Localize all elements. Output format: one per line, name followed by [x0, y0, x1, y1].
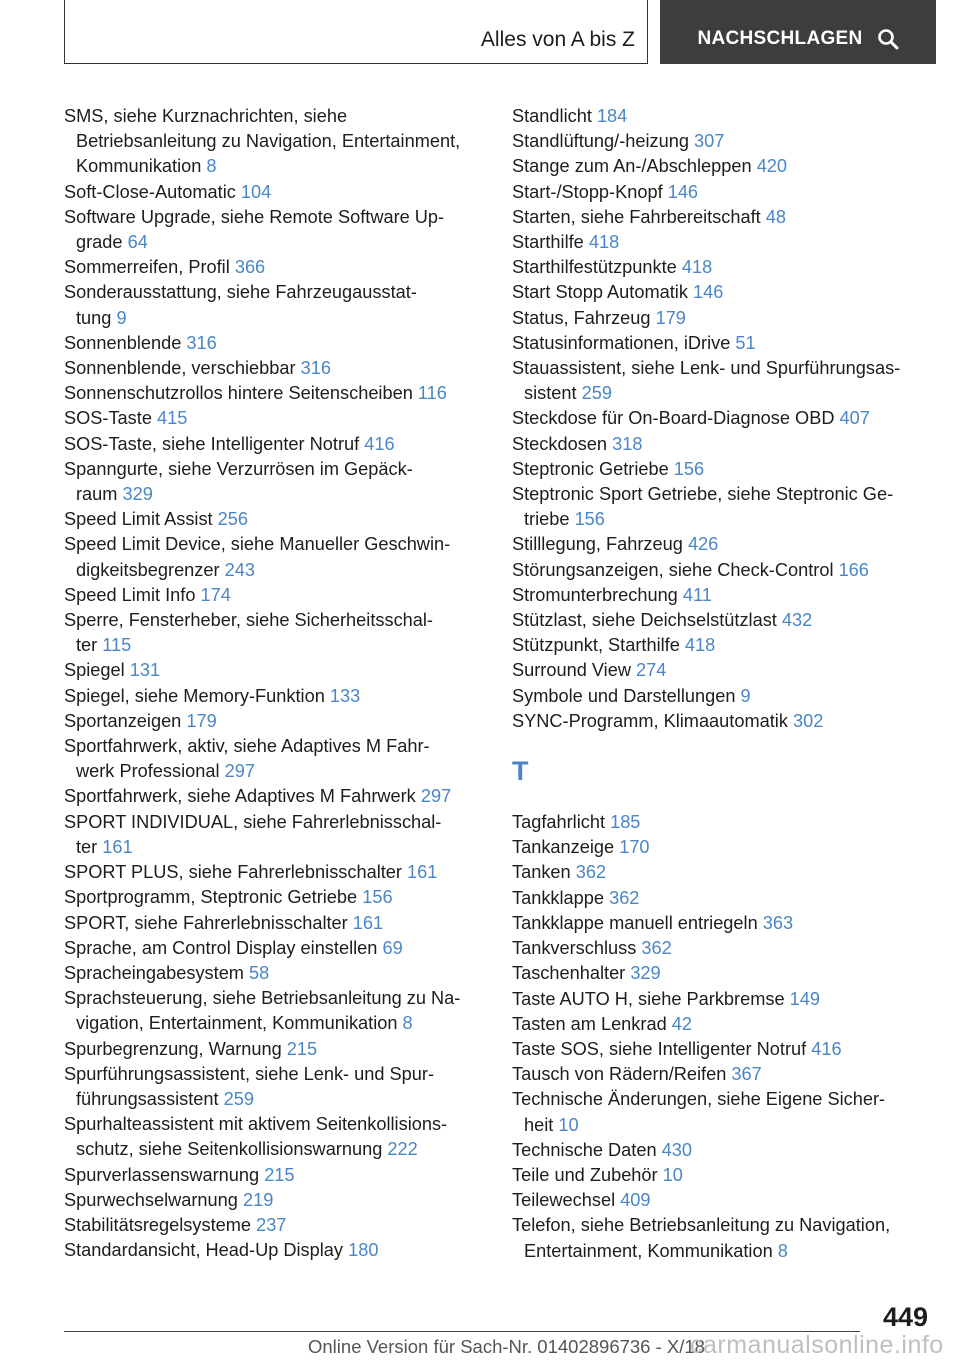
- index-entry: [64, 1112, 484, 1162]
- index-entry: [64, 709, 484, 734]
- index-entry: [64, 356, 484, 381]
- index-entry-text: Sportanzeigen: [64, 710, 182, 731]
- page-reference-link[interactable]: 161: [407, 862, 438, 883]
- page-reference-link[interactable]: 411: [682, 584, 712, 605]
- index-entry-text: Stabilitätsregelsysteme: [64, 1214, 252, 1235]
- index-entry: [512, 961, 932, 986]
- index-entry: [64, 1188, 484, 1213]
- page-reference-link[interactable]: 297: [224, 761, 255, 782]
- index-entry-text: Stromunterbrechung: [512, 584, 678, 605]
- page-reference-link[interactable]: 42: [671, 1013, 692, 1034]
- page-reference-link[interactable]: 161: [352, 912, 384, 933]
- page-number: 449: [882, 1302, 928, 1332]
- page-reference-link[interactable]: 133: [329, 685, 361, 706]
- index-entry: [512, 129, 932, 154]
- index-entry: [64, 734, 484, 784]
- index-entry-text: SMS, siehe Kurznachrichten, siehe: [64, 106, 348, 126]
- index-entry-text: Software Upgrade, siehe Remote Software Up-: [64, 206, 445, 227]
- index-entry-text: Standlüftung/-heizung: [512, 131, 689, 152]
- page-reference-link[interactable]: 366: [234, 257, 266, 278]
- index-entry: [512, 154, 932, 179]
- page-reference-link[interactable]: 222: [387, 1139, 418, 1160]
- index-entry: [64, 406, 484, 431]
- index-entry-text: Sonderausstattung, siehe Fahrzeugausstat-: [64, 282, 417, 303]
- index-entry-text: Sonnenblende, verschiebbar: [64, 358, 296, 379]
- index-entry: [512, 987, 932, 1012]
- index-entry-text: Stützpunkt, Starthilfe: [512, 635, 680, 656]
- page-reference-link[interactable]: 10: [558, 1114, 579, 1135]
- index-entry-text: SYNC-Programm, Klimaautomatik: [512, 710, 788, 731]
- tab-nachschlagen[interactable]: [660, 0, 936, 64]
- index-entry: [64, 1213, 484, 1238]
- index-entry-text: sistent: [524, 383, 577, 404]
- page-reference-link[interactable]: 8: [402, 1013, 413, 1034]
- page-reference-link[interactable]: 131: [129, 660, 161, 681]
- index-entry: [512, 432, 932, 457]
- page-reference-link[interactable]: 426: [687, 534, 719, 555]
- index-entry-text: Spurwechselwarnung: [64, 1189, 238, 1210]
- index-entry-text: Tankanzeige: [512, 837, 615, 858]
- index-entry-text: Stauassistent, siehe Lenk- und Spurführungsas-: [512, 358, 901, 379]
- index-entry: [512, 280, 932, 305]
- page-reference-link[interactable]: 416: [364, 433, 395, 454]
- page-reference-link[interactable]: 215: [286, 1038, 318, 1059]
- index-entry-text: Surround View: [512, 660, 631, 681]
- page-reference-link[interactable]: 219: [242, 1189, 274, 1210]
- index-entry-text: Taste SOS, siehe Intelligenter Notruf: [512, 1038, 807, 1059]
- index-entry-text: Telefon, siehe Betriebsanleitung zu Navigation,: [512, 1215, 891, 1236]
- index-entry-text: Starthilfe: [512, 232, 584, 253]
- page-reference-link[interactable]: 156: [362, 887, 393, 908]
- index-entry-text: Spurführungsassistent, siehe Lenk- und Spur-: [64, 1063, 435, 1084]
- index-entry: [64, 532, 484, 582]
- index-entry: [512, 306, 932, 331]
- index-entry-text: SOS-Taste, siehe Intelligenter Notruf: [64, 433, 360, 454]
- page-reference-link[interactable]: 318: [612, 433, 643, 454]
- index-entry-text: Speed Limit Device, siehe Manueller Geschwin-: [64, 534, 451, 555]
- index-entry: [512, 886, 932, 911]
- index-entry: [64, 936, 484, 961]
- index-entry: [64, 331, 484, 356]
- index-entry-text: Standardansicht, Head-Up Display: [64, 1240, 344, 1261]
- page-reference-link[interactable]: 9: [116, 307, 127, 328]
- index-entry-text: Steckdose für On-Board-Diagnose OBD: [512, 408, 835, 429]
- index-entry-text: ter: [76, 836, 98, 857]
- page-reference-link[interactable]: 362: [609, 887, 640, 908]
- index-entry-text: schutz, siehe Seitenkollisionswarnung: [76, 1139, 383, 1160]
- page-reference-link[interactable]: 69: [382, 937, 403, 958]
- index-entry-text: SPORT INDIVIDUAL, siehe Fahrerlebnisschal-: [64, 811, 442, 832]
- page-reference-link[interactable]: 104: [240, 181, 272, 202]
- tab-label: NACHSCHLAGEN: [697, 28, 863, 49]
- index-entry: [64, 507, 484, 532]
- index-entry-text: Statusinformationen, iDrive: [512, 332, 731, 353]
- index-entry-text: ter: [76, 635, 98, 656]
- index-entry-text: Tankverschluss: [512, 938, 637, 959]
- index-entry-text: SPORT, siehe Fahrerlebnisschalter: [64, 912, 348, 933]
- page-reference-link[interactable]: 51: [735, 332, 756, 353]
- page-reference-link[interactable]: 415: [157, 408, 188, 429]
- index-entry: [64, 684, 484, 709]
- index-entry-text: vigation, Entertainment, Kommunikation: [76, 1013, 398, 1034]
- page-reference-link[interactable]: 297: [420, 786, 452, 807]
- index-entry: [64, 986, 484, 1036]
- index-entry-text: Störungsanzeigen, siehe Check-Control: [512, 559, 834, 580]
- index-entry-text: Sperre, Fensterheber, siehe Sicherheitsschal-: [64, 610, 433, 631]
- index-entry-text: Sonnenschutzrollos hintere Seitenscheiben: [64, 383, 413, 404]
- index-entry: [64, 381, 484, 406]
- page-reference-link[interactable]: 407: [839, 408, 870, 429]
- index-entry-text: Spurbegrenzung, Warnung: [64, 1038, 282, 1059]
- page-reference-link[interactable]: 256: [217, 509, 249, 530]
- index-entry-text: Teile und Zubehör: [512, 1164, 658, 1185]
- page-reference-link[interactable]: 237: [256, 1214, 287, 1235]
- index-entry: [64, 1163, 484, 1188]
- page-reference-link[interactable]: 274: [636, 660, 667, 681]
- index-entry: [512, 255, 932, 280]
- index-entry: [64, 280, 484, 330]
- index-entry-text: tung: [76, 307, 112, 328]
- index-entry: [64, 784, 484, 809]
- section-title: Alles von A bis Z: [480, 28, 635, 51]
- index-entry-text: Tanken: [512, 862, 571, 883]
- watermark: carmanualsonline.info: [690, 1331, 944, 1359]
- index-entry-text: SOS-Taste: [64, 408, 152, 429]
- index-entry: [64, 911, 484, 936]
- online-version-text: Online Version für Sach-Nr. 01402896736 - X/18: [308, 1336, 705, 1357]
- index-entry-text: Spiegel, siehe Memory-Funktion: [64, 685, 325, 706]
- index-entry: [64, 583, 484, 608]
- page-reference-link[interactable]: 307: [694, 131, 725, 152]
- page-reference-link[interactable]: 8: [206, 156, 217, 177]
- index-entry: [512, 936, 932, 961]
- index-entry: [512, 230, 932, 255]
- index-entry: [512, 1188, 932, 1213]
- index-entry-text: Sportprogramm, Steptronic Getriebe: [64, 887, 358, 908]
- page-reference-link[interactable]: 367: [731, 1064, 762, 1085]
- index-entry-text: digkeitsbegrenzer: [76, 559, 220, 580]
- index-entry-text: heit: [524, 1114, 554, 1135]
- index-entry-text: triebe: [524, 509, 570, 530]
- page-reference-link[interactable]: 161: [102, 836, 133, 857]
- page-reference-link[interactable]: 416: [811, 1038, 842, 1059]
- index-entry-text: Technische Daten: [512, 1139, 657, 1160]
- page-reference-link[interactable]: 179: [655, 307, 686, 328]
- index-entry: [512, 633, 932, 658]
- index-entry: [512, 205, 932, 230]
- page-reference-link[interactable]: 180: [348, 1240, 379, 1261]
- index-entry: [512, 583, 932, 608]
- page-reference-link[interactable]: 329: [122, 484, 153, 505]
- index-entry-text: führungsassistent: [76, 1088, 219, 1109]
- index-entry: [512, 1138, 932, 1163]
- section-letter-t: T: [512, 756, 529, 787]
- index-entry-text: raum: [76, 484, 118, 505]
- page-reference-link[interactable]: 116: [417, 383, 447, 404]
- index-entry-text: Tasten am Lenkrad: [512, 1013, 667, 1034]
- index-entry-text: grade: [76, 232, 123, 253]
- index-entry: [512, 684, 932, 709]
- index-entry: [512, 1062, 932, 1087]
- index-entry: [64, 180, 484, 205]
- index-entry: [64, 1238, 484, 1263]
- index-entry: [512, 709, 932, 734]
- index-entry: [512, 1163, 932, 1188]
- index-entry: [512, 532, 932, 557]
- index-entry-text: Start-/Stopp-Knopf: [512, 181, 663, 202]
- index-entry: [64, 860, 484, 885]
- index-entry: [512, 457, 932, 482]
- index-entry: [512, 406, 932, 431]
- search-icon[interactable]: [877, 28, 899, 50]
- index-entry: [512, 1037, 932, 1062]
- index-entry-text: Technische Änderungen, siehe Eigene Sicher-: [512, 1089, 886, 1110]
- page-reference-link[interactable]: 362: [641, 938, 672, 959]
- page-reference-link[interactable]: 185: [610, 812, 641, 833]
- index-entry-text: Sportfahrwerk, aktiv, siehe Adaptives M Fahr-: [64, 736, 430, 757]
- index-entry: [512, 1012, 932, 1037]
- page-reference-link[interactable]: 48: [765, 206, 786, 227]
- index-entry: [64, 961, 484, 986]
- index-entry-text: Spanngurte, siehe Verzurrösen im Gepäck-: [64, 458, 413, 479]
- page-reference-link[interactable]: 302: [792, 710, 824, 731]
- index-entry-text: Spiegel: [64, 660, 125, 681]
- page-reference-link[interactable]: 362: [575, 862, 607, 883]
- index-entry-text: Steptronic Sport Getriebe, siehe Steptronic Ge-: [512, 484, 894, 505]
- index-entry-text: Betriebsanleitung zu Navigation, Entertainment,: [76, 131, 461, 152]
- index-entry: [512, 860, 932, 885]
- page-reference-link[interactable]: 115: [102, 635, 132, 656]
- index-entry-text: Stützlast, siehe Deichselstützlast: [512, 610, 777, 631]
- index-entry-text: werk Professional: [76, 761, 220, 782]
- index-entry-text: Start Stopp Automatik: [512, 282, 688, 303]
- index-entry-text: Sonnenblende: [64, 332, 182, 353]
- page-reference-link[interactable]: 316: [186, 332, 217, 353]
- page-reference-link[interactable]: 174: [200, 584, 231, 605]
- page-reference-link[interactable]: 156: [673, 458, 705, 479]
- page-reference-link[interactable]: 259: [581, 383, 612, 404]
- page-reference-link[interactable]: 409: [620, 1190, 651, 1211]
- page-reference-link[interactable]: 418: [684, 635, 716, 656]
- index-entry: [64, 885, 484, 910]
- index-entry: [64, 1062, 484, 1112]
- index-entry: [512, 608, 932, 633]
- page-reference-link[interactable]: 146: [667, 181, 699, 202]
- index-entry: [512, 1213, 932, 1263]
- page-reference-link[interactable]: 170: [619, 837, 650, 858]
- index-entry-text: Tankklappe manuell entriegeln: [512, 912, 758, 933]
- index-entry-text: SPORT PLUS, siehe Fahrerlebnisschalter: [64, 862, 402, 883]
- index-entry-text: Starten, siehe Fahrbereitschaft: [512, 206, 761, 227]
- index-entry-text: Steckdosen: [512, 433, 608, 454]
- index-entry: [64, 658, 484, 683]
- page-reference-link[interactable]: 418: [588, 232, 620, 253]
- index-entry: [512, 911, 932, 936]
- index-entry-text: Teilewechsel: [512, 1190, 616, 1211]
- index-entry-text: Entertainment, Kommunikation: [524, 1240, 773, 1261]
- index-entry: [512, 356, 932, 406]
- index-entry-text: Tagfahrlicht: [512, 812, 606, 833]
- index-entry-text: Speed Limit Assist: [64, 509, 213, 530]
- index-entry: [64, 457, 484, 507]
- page-reference-link[interactable]: 58: [249, 962, 270, 983]
- index-entry-text: Stange zum An-/Abschleppen: [512, 156, 752, 177]
- page-reference-link[interactable]: 64: [127, 232, 148, 253]
- page-reference-link[interactable]: 149: [789, 988, 821, 1009]
- page-reference-link[interactable]: 184: [596, 106, 628, 126]
- index-entry-text: Symbole und Darstellungen: [512, 685, 736, 706]
- index-entry-text: Sportfahrwerk, siehe Adaptives M Fahrwerk: [64, 786, 416, 807]
- index-entry-text: Taschenhalter: [512, 963, 626, 984]
- page-reference-link[interactable]: 418: [681, 257, 713, 278]
- header-section-box: [64, 0, 648, 64]
- page-reference-link[interactable]: 146: [692, 282, 724, 303]
- index-entry: [64, 255, 484, 280]
- page-reference-link[interactable]: 10: [662, 1164, 683, 1185]
- index-entry: [512, 658, 932, 683]
- page-reference-link[interactable]: 215: [264, 1164, 295, 1185]
- index-entry-text: Kommunikation: [76, 156, 202, 177]
- index-column-left: [64, 104, 484, 1263]
- index-entry: [512, 104, 932, 129]
- index-entry-text: Status, Fahrzeug: [512, 307, 651, 328]
- index-entry: [64, 104, 484, 180]
- page-reference-link[interactable]: 316: [300, 358, 331, 379]
- index-entry: [512, 331, 932, 356]
- index-entry-text: Spracheingabesystem: [64, 962, 244, 983]
- page-reference-link[interactable]: 329: [630, 963, 661, 984]
- index-entry-text: Steptronic Getriebe: [512, 458, 669, 479]
- index-entry-text: Sprachsteuerung, siehe Betriebsanleitung zu Na-: [64, 988, 461, 1009]
- page-reference-link[interactable]: 430: [661, 1139, 692, 1160]
- index-entry-text: Sommerreifen, Profil: [64, 257, 230, 278]
- index-entry: [512, 810, 932, 835]
- index-column-right: [512, 104, 932, 1264]
- index-entry-text: Soft-Close-Automatic: [64, 181, 236, 202]
- index-entry-text: Standlicht: [512, 106, 592, 126]
- index-entry: [512, 835, 932, 860]
- index-entry: [512, 558, 932, 583]
- index-entry-text: Spurverlassenswarnung: [64, 1164, 260, 1185]
- index-entry: [512, 1087, 932, 1137]
- index-entry-text: Speed Limit Info: [64, 584, 196, 605]
- index-entry: [64, 810, 484, 860]
- index-entry: [512, 180, 932, 205]
- page-reference-link[interactable]: 420: [756, 156, 788, 177]
- index-entry-text: Tausch von Rädern/Reifen: [512, 1064, 727, 1085]
- page-reference-link[interactable]: 432: [781, 610, 813, 631]
- page-reference-link[interactable]: 243: [224, 559, 255, 580]
- page-reference-link[interactable]: 9: [740, 685, 751, 706]
- page-reference-link[interactable]: 259: [223, 1088, 254, 1109]
- index-entry-text: Sprache, am Control Display einstellen: [64, 937, 378, 958]
- page-reference-link[interactable]: 156: [574, 509, 605, 530]
- index-entry-text: Tankklappe: [512, 887, 605, 908]
- index-entry: [64, 432, 484, 457]
- index-entry: [64, 608, 484, 658]
- index-entry: [512, 482, 932, 532]
- index-entry-text: Stilllegung, Fahrzeug: [512, 534, 683, 555]
- index-entry-text: Starthilfestützpunkte: [512, 257, 677, 278]
- index-entry-text: Spurhalteassistent mit aktivem Seitenkollisions-: [64, 1114, 448, 1135]
- index-entry: [64, 205, 484, 255]
- index-entry: [64, 1037, 484, 1062]
- page-reference-link[interactable]: 8: [777, 1240, 788, 1261]
- page-reference-link[interactable]: 179: [186, 710, 217, 731]
- page-reference-link[interactable]: 363: [762, 912, 794, 933]
- index-entry-text: Taste AUTO H, siehe Parkbremse: [512, 988, 785, 1009]
- page-reference-link[interactable]: 166: [838, 559, 869, 580]
